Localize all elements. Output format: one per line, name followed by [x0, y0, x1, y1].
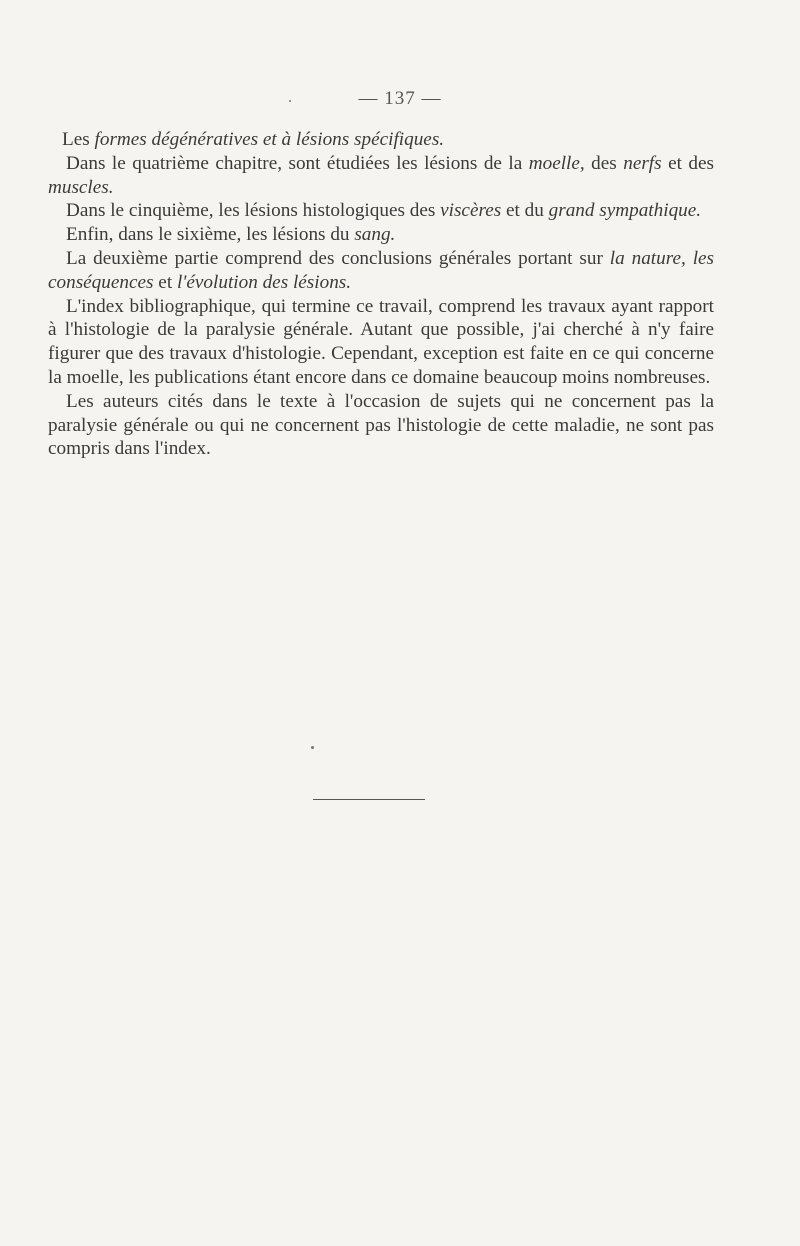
- paragraph: [48, 247, 714, 295]
- italic-text: la nature, les conséquences: [48, 247, 715, 293]
- text-run: et du: [501, 200, 549, 222]
- paragraph: [48, 295, 714, 390]
- italic-text: nerfs: [623, 152, 662, 174]
- paragraph: [48, 128, 714, 152]
- italic-text: moelle,: [528, 152, 585, 174]
- text-run: Les: [62, 129, 95, 150]
- italic-text: sang.: [354, 224, 396, 246]
- text-run: Dans le quatrième chapitre, sont étudiées les lésions de la: [66, 152, 529, 174]
- italic-text: l'évolution des lésions.: [176, 271, 352, 293]
- text-run: et des: [661, 152, 714, 174]
- text-run: et: [153, 271, 177, 293]
- italic-text: formes dégénératives et à lésions spécifiques.: [94, 129, 445, 150]
- speck-mark: [289, 100, 291, 102]
- paragraph: [48, 152, 714, 200]
- speck-mark: [311, 746, 314, 749]
- paragraph: [48, 199, 714, 223]
- paragraph: [48, 223, 714, 247]
- paragraph: [48, 390, 714, 461]
- body-text: [48, 128, 714, 461]
- text-run: Les auteurs cités dans le texte à l'occasion de sujets qui ne concernent pas la paralysie générale ou qui ne concernent pas l'histologie de cette maladie, ne sont pas compris dans l'index.: [48, 390, 714, 460]
- italic-text: grand sympathique.: [548, 200, 702, 222]
- page-number: — 137 —: [358, 88, 442, 109]
- text-run: des: [584, 152, 624, 174]
- text-run: L'index bibliographique, qui termine ce travail, comprend les travaux ayant rapport à l'histologie de la paralysie générale. Autant que possible, j'ai cherché à n'y faire figurer que des travaux d'histologie. Cependant, exception est faite en ce qui concerne la moelle, les publications étant encore dans ce domaine beaucoup moins nombreuses.: [48, 295, 714, 388]
- text-run: Dans le cinquième, les lésions histologiques des: [66, 200, 441, 222]
- italic-text: muscles.: [48, 176, 114, 198]
- horizontal-rule: [313, 799, 425, 800]
- text-run: La deuxième partie comprend des conclusions générales portant sur: [66, 247, 610, 269]
- italic-text: viscères: [440, 200, 502, 222]
- text-run: Enfin, dans le sixième, les lésions du: [66, 224, 355, 246]
